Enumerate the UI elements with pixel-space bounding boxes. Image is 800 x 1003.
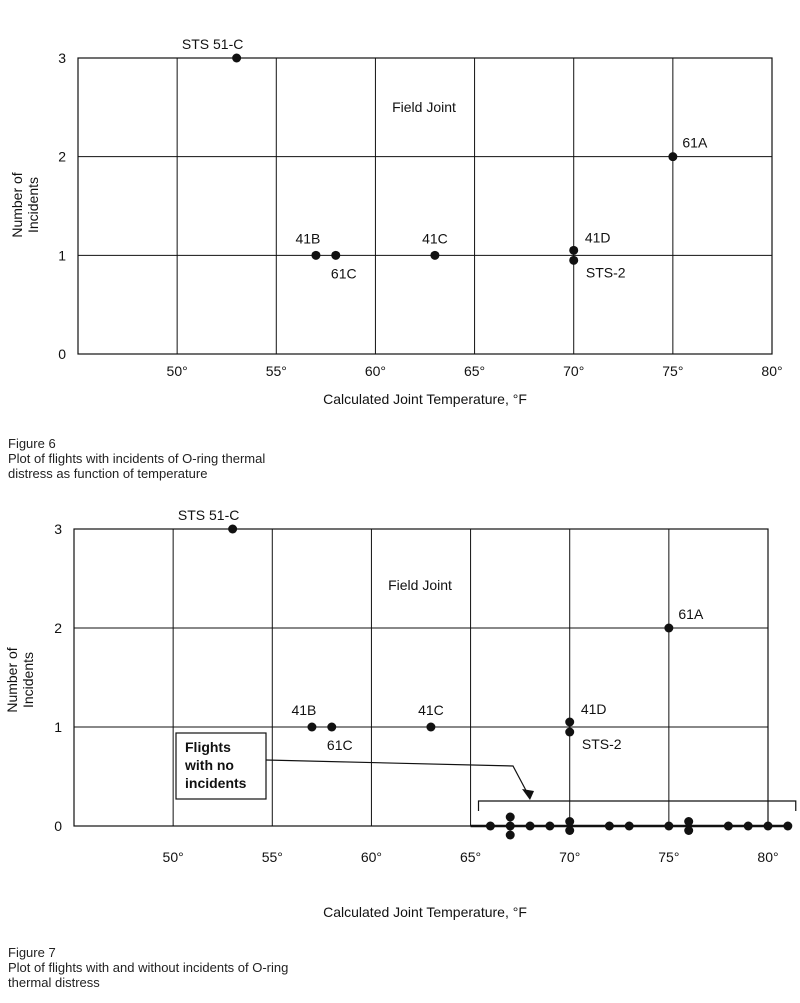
data-label: 41C	[418, 702, 444, 718]
x-tick-label: 50°	[162, 849, 184, 865]
x-tick-label: 55°	[265, 363, 287, 379]
x-tick-label: 80°	[761, 363, 783, 379]
x-tick-label: 70°	[563, 363, 585, 379]
data-point	[664, 624, 673, 633]
y-axis-label-line: Incidents	[20, 651, 36, 709]
annotation-text: incidents	[185, 775, 247, 791]
data-point	[327, 723, 336, 732]
no-incident-point	[486, 822, 495, 831]
annotation-arrowhead	[522, 789, 534, 800]
annotation-arrow	[266, 760, 530, 798]
data-point	[668, 152, 677, 161]
data-point	[426, 723, 435, 732]
no-incident-point	[506, 822, 515, 831]
caption-line: thermal distress	[8, 975, 100, 990]
y-tick-label: 1	[58, 247, 66, 264]
data-label: 41D	[584, 229, 611, 246]
annotation-text: Flights	[185, 739, 231, 755]
caption-line: distress as function of temperature	[8, 466, 208, 481]
plot-title: Field Joint	[388, 577, 452, 593]
no-incident-point	[565, 826, 574, 835]
x-tick-label: 75°	[658, 849, 680, 865]
y-axis-label	[9, 172, 41, 237]
no-incident-point	[764, 822, 773, 831]
annotation-text: with no	[185, 757, 234, 773]
no-incident-point	[526, 822, 535, 831]
y-axis-label-line: Number of	[9, 172, 25, 238]
no-incident-point	[684, 826, 693, 835]
no-incident-point	[783, 822, 792, 831]
y-tick-label: 2	[58, 148, 66, 165]
no-incident-point	[545, 822, 554, 831]
data-label: STS 51-C	[181, 36, 244, 52]
data-point	[307, 723, 316, 732]
y-axis-label	[4, 647, 36, 712]
no-incident-point	[684, 817, 693, 826]
no-incident-point	[506, 813, 515, 822]
data-label: 41B	[291, 702, 317, 718]
no-incident-point	[724, 822, 733, 831]
caption-line: Plot of flights with and without incidents of O-ring	[8, 960, 289, 975]
y-tick-label: 3	[54, 521, 62, 537]
no-incident-point	[625, 822, 634, 831]
data-label: 41B	[295, 230, 321, 247]
figure-7-caption	[8, 945, 408, 990]
data-point	[569, 246, 578, 255]
data-label: 61C	[330, 265, 357, 282]
caption-line: Figure 6	[8, 436, 56, 451]
y-tick-label: 0	[54, 818, 62, 834]
x-tick-label: 65°	[463, 363, 486, 379]
data-label: 61A	[678, 606, 704, 622]
caption-line: Plot of flights with incidents of O-ring thermal	[8, 451, 266, 466]
data-label: STS 51-C	[177, 507, 240, 523]
figure-6-caption	[8, 436, 408, 481]
x-tick-label: 75°	[662, 363, 684, 379]
x-tick-label: 80°	[757, 849, 779, 865]
x-axis-label: Calculated Joint Temperature, °F	[323, 904, 527, 920]
data-point	[232, 54, 241, 63]
no-incident-bracket	[479, 801, 796, 811]
data-label: STS-2	[585, 264, 626, 281]
data-point	[430, 251, 439, 260]
data-label: STS-2	[581, 736, 622, 752]
y-axis-label-line: Number of	[4, 647, 20, 713]
x-tick-label: 55°	[261, 849, 283, 865]
x-tick-label: 50°	[166, 363, 188, 379]
data-label: 41C	[422, 230, 448, 247]
no-incident-point	[664, 822, 673, 831]
caption-line: Figure 7	[8, 945, 56, 960]
data-point	[565, 718, 574, 727]
plot-title: Field Joint	[392, 99, 456, 115]
data-label: 61A	[682, 134, 708, 151]
y-tick-label: 0	[58, 346, 66, 362]
data-point	[311, 251, 320, 260]
no-incident-point	[744, 822, 753, 831]
data-label: 41D	[580, 701, 607, 717]
y-tick-label: 2	[54, 620, 62, 636]
data-point	[331, 251, 340, 260]
x-axis-label: Calculated Joint Temperature, °F	[323, 391, 527, 407]
no-incident-point	[506, 831, 515, 840]
data-label: 61C	[326, 737, 353, 753]
x-tick-label: 60°	[360, 849, 383, 865]
y-axis-label-line: Incidents	[25, 176, 41, 234]
no-incident-point	[565, 817, 574, 826]
x-tick-label: 70°	[559, 849, 581, 865]
data-point	[228, 525, 237, 534]
data-point	[569, 256, 578, 265]
data-point	[565, 728, 574, 737]
x-tick-label: 60°	[364, 363, 387, 379]
y-tick-label: 1	[54, 719, 62, 735]
x-tick-label: 65°	[459, 849, 482, 865]
y-tick-label: 3	[58, 50, 66, 66]
no-incident-point	[605, 822, 614, 831]
